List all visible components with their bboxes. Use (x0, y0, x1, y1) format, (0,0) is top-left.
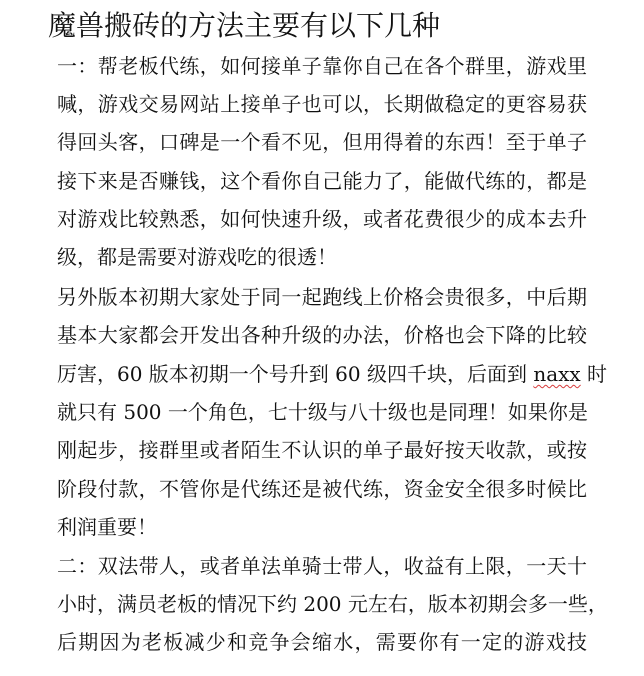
paragraph-line: 基本大家都会开发出各种升级的办法，价格也会下降的比较 (57, 323, 587, 347)
spellcheck-underlined-term: naxx (533, 362, 581, 386)
paragraph-line: 阶段付款，不管你是代练还是被代练，资金安全很多时候比 (57, 477, 587, 501)
paragraph-line: 一：帮老板代练，如何接单子靠你自己在各个群里，游戏里 (57, 54, 587, 78)
paragraph-line: 后期因为老板减少和竞争会缩水，需要你有一定的游戏技 (57, 630, 587, 654)
paragraph-line: 另外版本初期大家处于同一起跑线上价格会贵很多，中后期 (57, 285, 587, 309)
paragraph-line-with-term (57, 359, 608, 389)
paragraph-line: 就只有 500 一个角色，七十级与八十级也是同理！如果你是 (57, 400, 588, 424)
paragraph-line: 二：双法带人，或者单法单骑士带人，收益有上限，一天十 (57, 554, 587, 578)
line-text-tail: 时 (580, 362, 608, 386)
paragraph-line: 利润重要！ (57, 515, 157, 539)
paragraph-line: 接下来是否赚钱，这个看你自己能力了，能做代练的，都是 (57, 169, 587, 193)
paragraph-line: 刚起步，接群里或者陌生不认识的单子最好按天收款，或按 (57, 438, 587, 462)
line-text: 厉害，60 版本初期一个号升到 60 级四千块，后面到 (57, 362, 534, 386)
paragraph-line: 得回头客，口碑是一个看不见，但用得着的东西！至于单子 (57, 130, 587, 154)
paragraph-line: 级，都是需要对游戏吃的很透！ (57, 245, 337, 269)
paragraph-line: 小时，满员老板的情况下约 200 元左右，版本初期会多一些， (57, 592, 608, 616)
paragraph-line: 对游戏比较熟悉，如何快速升级，或者花费很少的成本去升 (57, 207, 587, 231)
paragraph-line: 喊，游戏交易网站上接单子也可以，长期做稳定的更容易获 (57, 92, 587, 116)
document-title: 魔兽搬砖的方法主要有以下几种 (48, 9, 441, 42)
